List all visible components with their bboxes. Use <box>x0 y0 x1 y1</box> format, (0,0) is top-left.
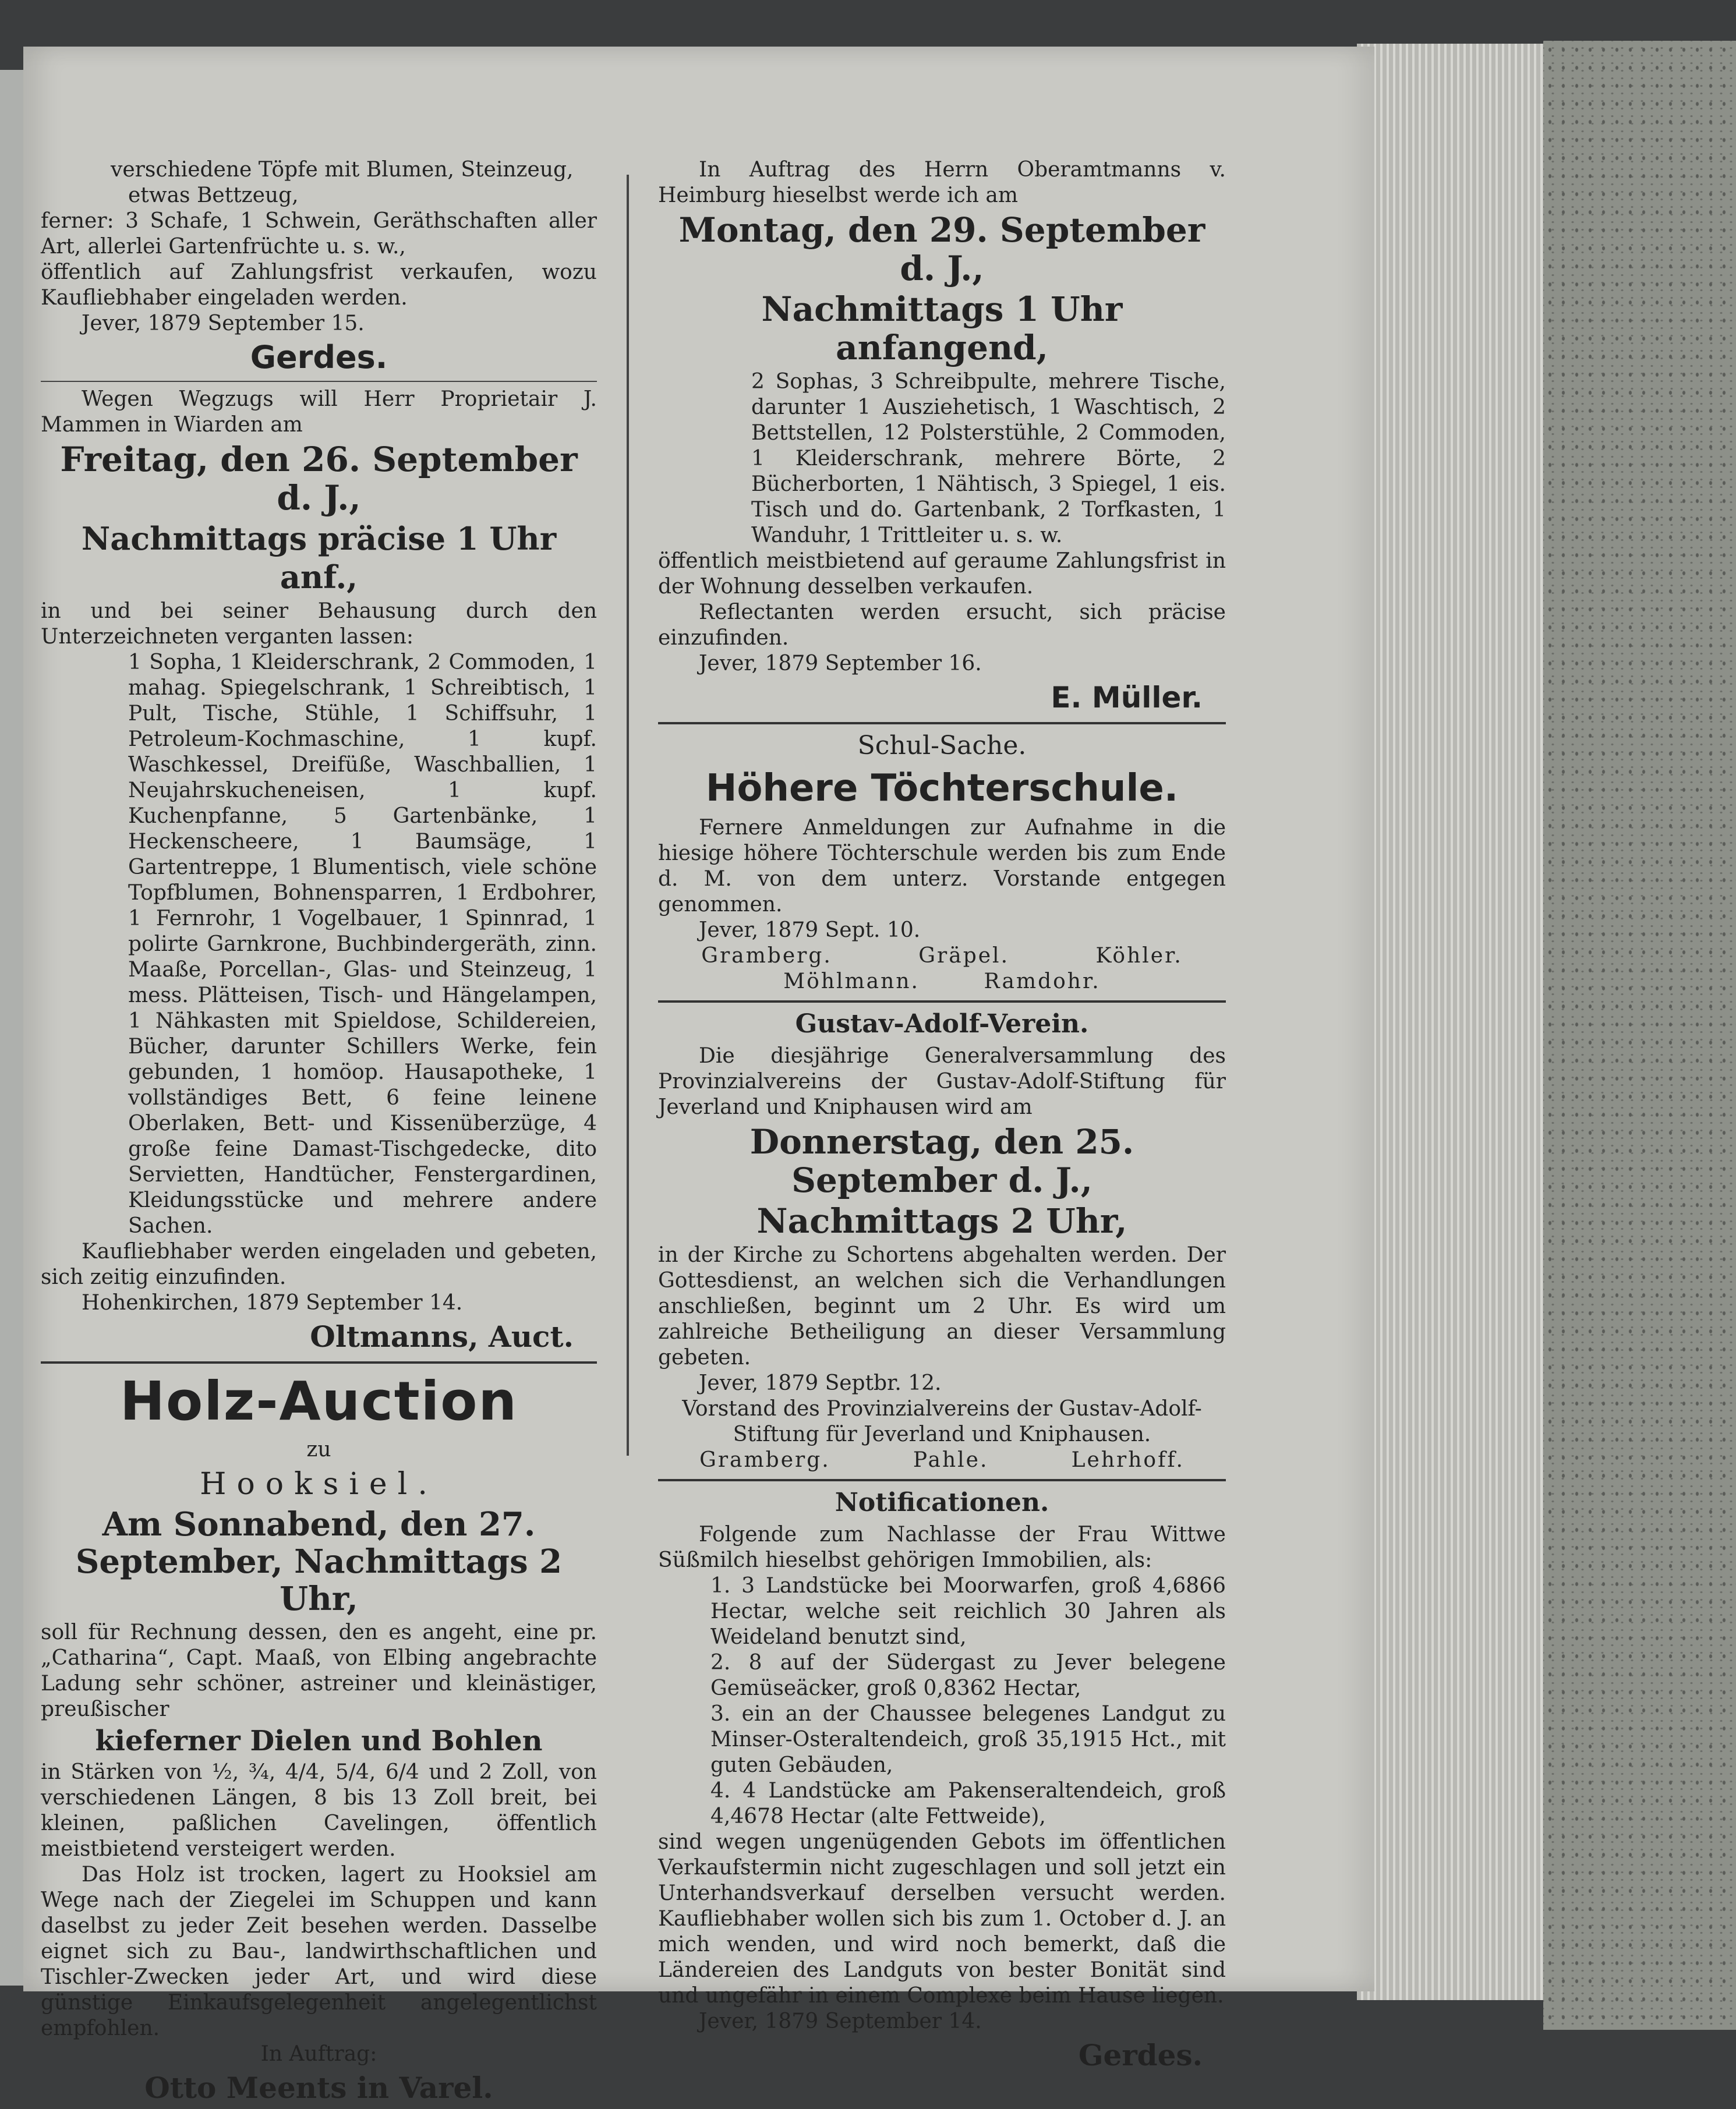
name: Gräpel. <box>918 944 1010 968</box>
ad2-invite: Kaufliebhaber werden eingeladen und gebeten, sich zeitig einzufinden. <box>41 1240 597 1289</box>
r-ad4-item-1: 1. 3 Landstücke bei Moorwarfen, groß 4,6866 Hectar, welche seit reichlich 30 Jahren als Weideland benutzt sind, <box>710 1574 1226 1649</box>
r-ad4-signature: Gerdes. <box>1078 2038 1203 2072</box>
r-ad2-text: Fernere Anmeldungen zur Aufnahme in die hiesige höhere Töchterschule werden bis zum Ende d. M. von dem unterz. Vorstande entgegen genommen. <box>658 816 1226 917</box>
book-cover <box>1543 41 1736 2030</box>
r-ad2-names-2 <box>658 969 1226 995</box>
r-ad2-title: Höhere Töchterschule. <box>705 767 1179 810</box>
r-ad1-day: Montag, den 29. September d. J., <box>678 210 1205 288</box>
name: Gramberg. <box>699 1448 830 1472</box>
r-ad3-text: Die diesjährige Generalversammlung des Provinzialvereins der Gustav-Adolf-Stiftung für Jeverland und Kniphausen wird am <box>658 1044 1226 1119</box>
ad3-zu: zu <box>306 1438 331 1462</box>
r-ad1-signature: E. Müller. <box>1051 681 1203 714</box>
r-ad4-text: Folgende zum Nachlasse der Frau Wittwe Süßmilch hieselbst gehörigen Immobilien, als: <box>658 1523 1226 1572</box>
r-ad1-sale: öffentlich meistbietend auf geraume Zahlungsfrist in der Wohnung desselben verkaufen. <box>658 549 1226 599</box>
r-ad1-time: Nachmittags 1 Uhr anfangend, <box>761 289 1123 367</box>
r-ad3-board: Vorstand des Provinzialvereins der Gustav-Adolf-Stiftung für Jeverland und Kniphausen. <box>682 1397 1202 1446</box>
book-page-edges <box>1357 44 1567 2000</box>
r-ad4-text2: sind wegen ungenügenden Gebots im öffentlichen Verkaufstermin nicht zugeschlagen und soll jetzt ein Unterhandsverkauf derselben versucht werden. Kaufliebhaber wollen sich bis zum 1. October d. J. an mich wenden, und wird noch bemerkt, daß die Ländereien des Landguts von bester Bonität sind und ungefähr in einem Complexe beim Hause liegen. <box>658 1830 1226 2008</box>
ad2-where: in und bei seiner Behausung durch den Unterzeichneten verganten lassen: <box>41 599 597 649</box>
ad3-goods: kieferner Dielen und Bohlen <box>95 1725 543 1757</box>
ad2-signature: Oltmanns, Auct. <box>310 1319 574 1354</box>
name: Ramdohr. <box>984 969 1101 993</box>
r-ad1-reflect: Reflectanten werden ersucht, sich präcise einzufinden. <box>658 600 1226 650</box>
ad2-time: Nachmittags präcise 1 Uhr anf., <box>81 520 557 596</box>
separator <box>658 1479 1226 1481</box>
r-ad2-head: Schul-Sache. <box>857 731 1027 760</box>
right-column <box>658 157 1226 2076</box>
separator <box>41 1361 597 1364</box>
r-ad4-head: Notificationen. <box>835 1488 1049 1517</box>
r-ad3-time: Nachmittags 2 Uhr, <box>756 1201 1127 1241</box>
ad2-day: Freitag, den 26. September d. J., <box>60 440 578 518</box>
intro-line-2: etwas Bettzeug, <box>128 183 299 207</box>
name: Pahle. <box>913 1448 989 1472</box>
previous-page-edge <box>0 70 26 1986</box>
r-ad3-names <box>658 1448 1226 1473</box>
ad2-items: 1 Sopha, 1 Kleiderschrank, 2 Commoden, 1 mahag. Spiegelschrank, 1 Schreibtisch, 1 Pult, Tische, Stühle, 1 Schiffsuhr, 1 Petroleum-Kochmaschine, 1 kupf. Waschkessel, Dreifüße, Waschballien, 1 Neujahrskucheneisen, 1 kupf. Kuchenpfanne, 5 Gartenbänke, 1 Heckenscheere, 1 Baumsäge, 1 Gartentreppe, 1 Blumentisch, viele schöne Topfblumen, Bohnensparren, 1 Erdbohrer, 1 Fernrohr, 1 Vogelbauer, 1 Spinnrad, 1 polirte Garnkrone, Buchbindergeräth, zinn. Maaße, Porcellan-, Glas- und Steinzeug, 1 mess. Plätteisen, Tisch- und Hängelampen, 1 Nähkasten mit Spieldose, Schildereien, Bücher, darunter Schillers Werke, fein gebunden, 1 homöop. Hausapotheke, 1 vollständiges Bett, 6 feine leinene Oberlaken, Bett- und Kissenüberzüge, 4 große feine Damast-Tischgedecke, dito Servietten, Handtücher, Fenstergardinen, Kleidungsstücke und mehrere andere Sachen. <box>128 650 597 1238</box>
intro-line-1: verschiedene Töpfe mit Blumen, Steinzeug, <box>111 158 574 182</box>
r-ad3-head: Gustav-Adolf-Verein. <box>795 1009 1089 1039</box>
r-ad3-date: Jever, 1879 Septbr. 12. <box>699 1371 942 1395</box>
r-ad1-items: 2 Sophas, 3 Schreibpulte, mehrere Tische, darunter 1 Ausziehetisch, 1 Waschtisch, 2 Bettstellen, 12 Polsterstühle, 2 Commoden, 1 Kleiderschrank, mehrere Börte, 2 Bücherborten, 1 Nähtisch, 3 Spiegel, 1 eis. Tisch und do. Gartenbank, 2 Torfkasten, 1 Wanduhr, 1 Trittleiter u. s. w. <box>751 370 1226 547</box>
r-ad4-item-3: 3. ein an der Chaussee belegenes Landgut zu Minser-Osteraltendeich, groß 35,1915 Hct., mit guten Gebäuden, <box>710 1702 1226 1777</box>
separator <box>658 1000 1226 1003</box>
separator <box>41 381 597 382</box>
r-ad3-text2: in der Kirche zu Schortens abgehalten werden. Der Gottesdienst, an welchen sich die Verhandlungen anschließen, beginnt um 2 Uhr. Es wird um zahlreiche Betheiligung an dieser Versammlung gebeten. <box>658 1243 1226 1370</box>
r-ad4-item-2: 2. 8 auf der Südergast zu Jever belegene Gemüseäcker, groß 0,8362 Hectar, <box>710 1651 1226 1700</box>
signature-gerdes: Gerdes. <box>250 339 388 376</box>
r-ad1-intro: In Auftrag des Herrn Oberamtmanns v. Heimburg hieselbst werde ich am <box>658 158 1226 207</box>
ad2-date: Hohenkirchen, 1879 September 14. <box>82 1291 463 1315</box>
left-column <box>41 157 597 2109</box>
date-1: Jever, 1879 September 15. <box>82 312 365 335</box>
ad3-place: Hooksiel. <box>200 1467 438 1502</box>
name: Möhlmann. <box>783 969 920 993</box>
ad3-text2: in Stärken von ½, ¾, 4/4, 5/4, 6/4 und 2 Zoll, von verschiedenen Längen, 8 bis 13 Zoll breit, bei kleinen, paßlichen Cavelingen, öffentlich meistbietend versteigert werden. <box>41 1760 597 1861</box>
r-ad4-item-4: 4. 4 Landstücke am Pakenseraltendeich, groß 4,4678 Hectar (alte Fettweide), <box>710 1779 1226 1828</box>
name: Gramberg. <box>701 944 832 968</box>
name: Lehrhoff. <box>1071 1448 1185 1472</box>
ad3-text3: Das Holz ist trocken, lagert zu Hooksiel am Wege nach der Ziegelei im Schuppen und kann daselbst zu jeder Zeit besehen werden. Dasselbe eignet sich zu Bau-, landwirthschaftlichen und Tischler-Zwecken jeder Art, und wird diese günstige Einkaufsgelegenheit angelegentlichst empfohlen. <box>41 1863 597 2040</box>
ad2-intro: Wegen Wegzugs will Herr Proprietair J. Mammen in Wiarden am <box>41 387 597 437</box>
r-ad1-date: Jever, 1879 September 16. <box>699 652 982 675</box>
ad3-text1: soll für Rechnung dessen, den es angeht, eine pr. „Catharina“, Capt. Maaß, von Elbing angebrachte Ladung sehr schöner, astreiner und kleinästiger, preußischer <box>41 1620 597 1721</box>
ad3-day: Am Sonnabend, den 27. September, Nachmittags 2 Uhr, <box>75 1505 563 1618</box>
r-ad3-day: Donnerstag, den 25. September d. J., <box>749 1122 1134 1200</box>
ferner-text: ferner: 3 Schafe, 1 Schwein, Geräthschaften aller Art, allerlei Gartenfrüchte u. s. w., <box>41 209 597 259</box>
sale-text: öffentlich auf Zahlungsfrist verkaufen, wozu Kaufliebhaber eingeladen werden. <box>41 260 597 310</box>
ad3-title: Holz-Auction <box>120 1370 518 1432</box>
column-divider <box>627 175 629 1456</box>
name: Köhler. <box>1095 944 1183 968</box>
r-ad2-names-1 <box>658 943 1226 969</box>
ad3-auftrag: In Auftrag: <box>260 2042 377 2066</box>
ad3-signature: Otto Meents in Varel. <box>144 2071 493 2105</box>
separator <box>658 722 1226 724</box>
r-ad4-date: Jever, 1879 September 14. <box>699 2009 982 2033</box>
r-ad2-date: Jever, 1879 Sept. 10. <box>699 918 921 942</box>
